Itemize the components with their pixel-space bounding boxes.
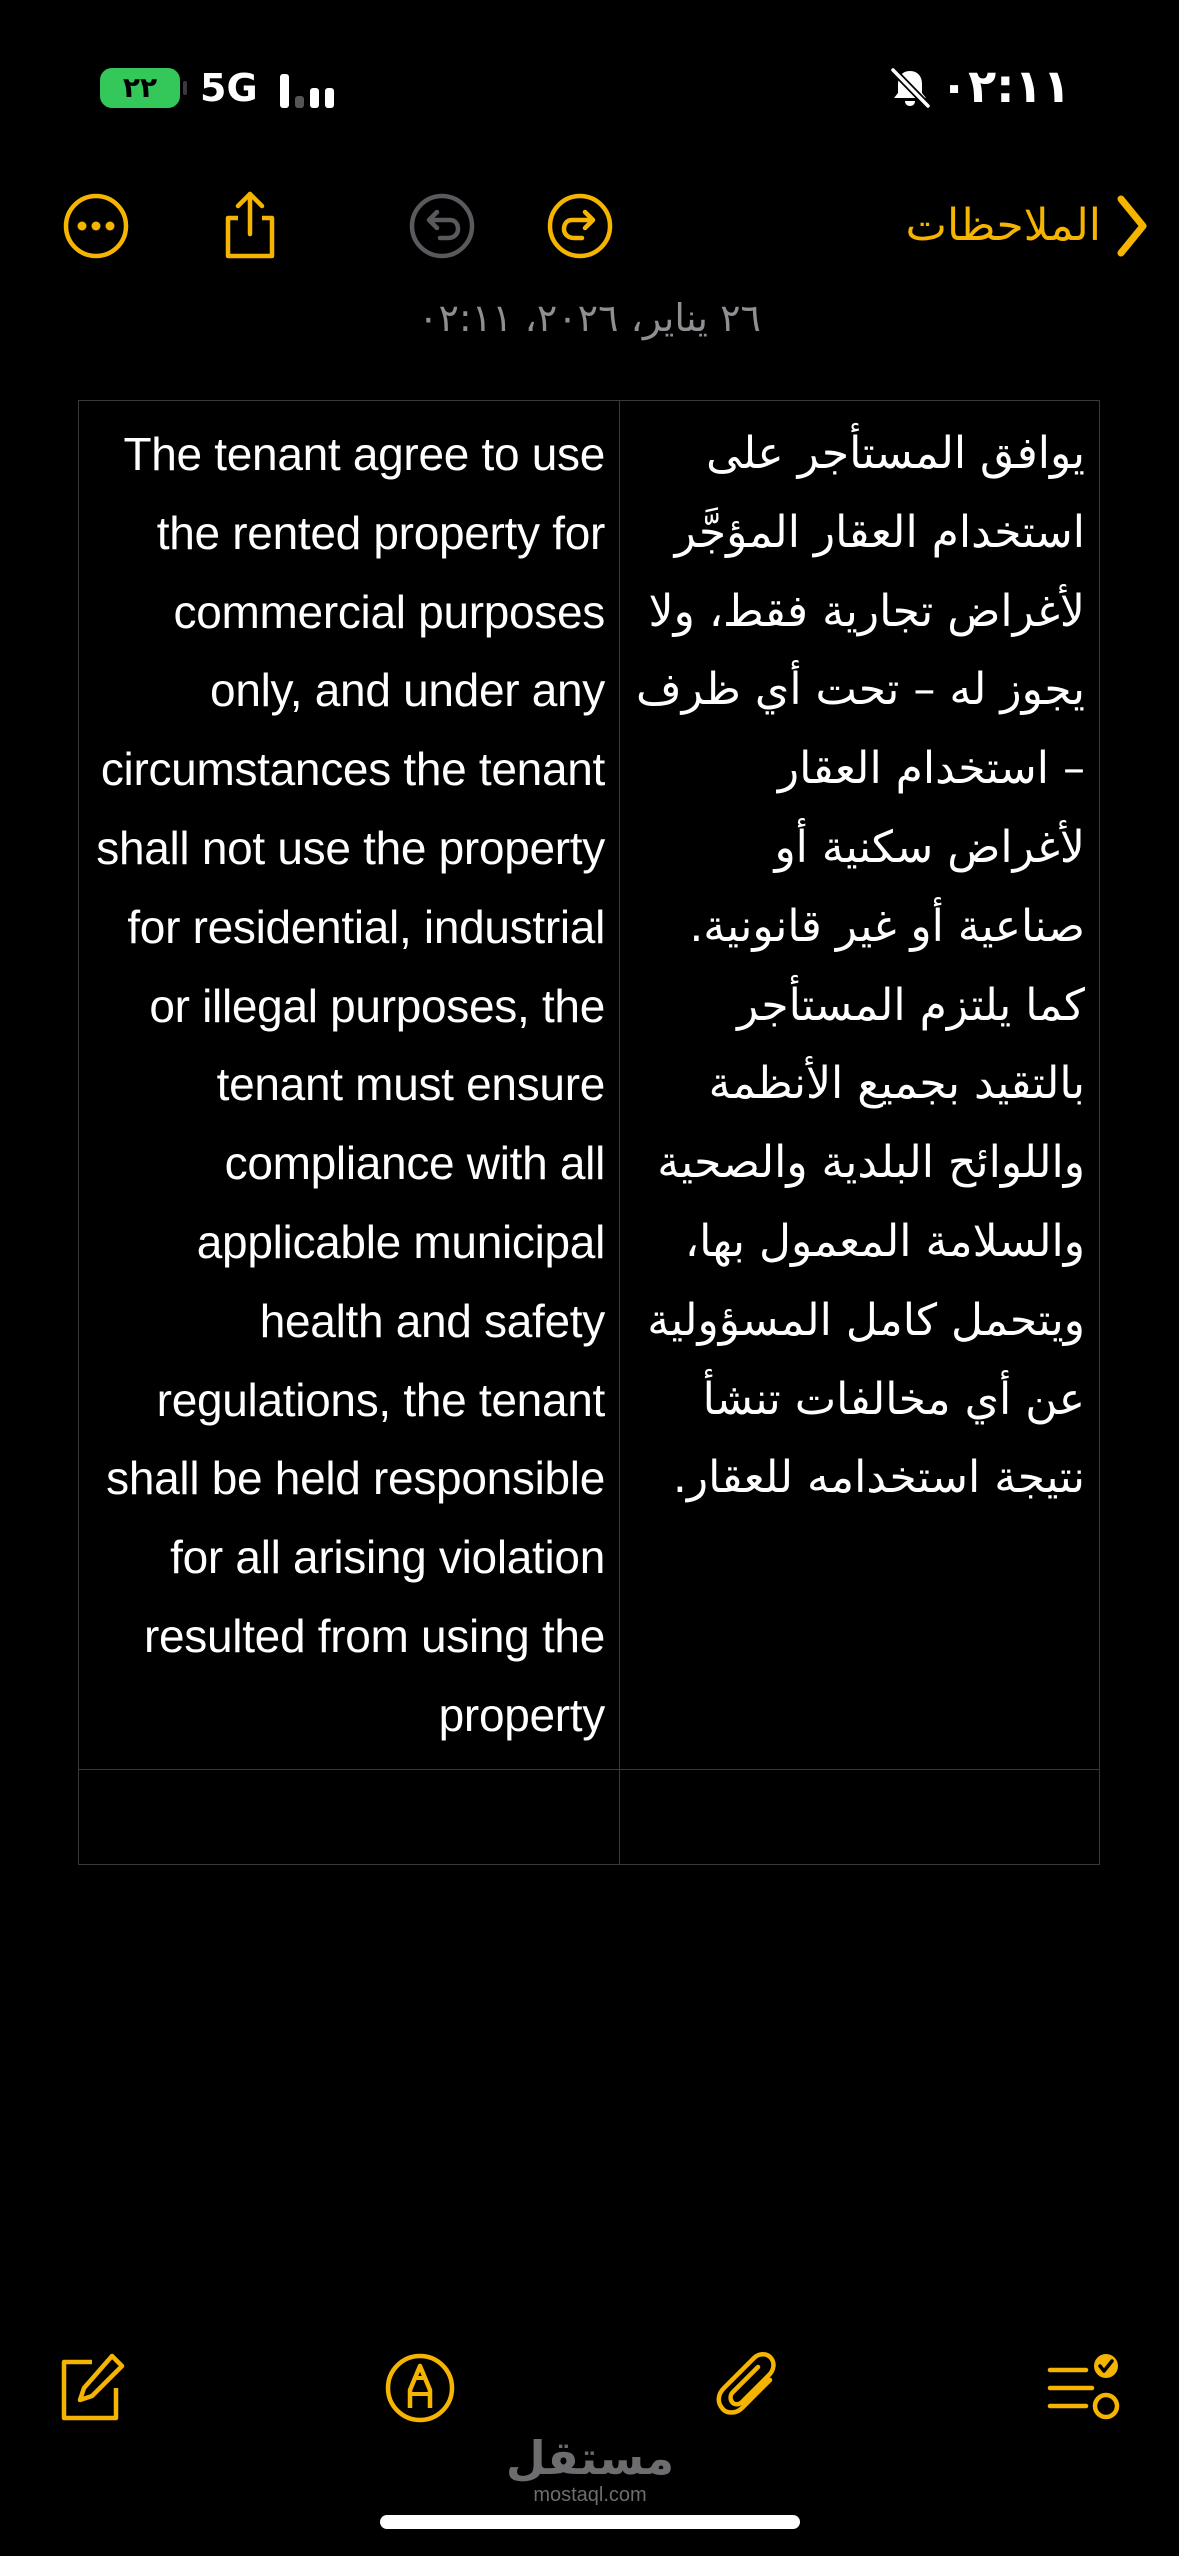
watermark-arabic: مستقل	[505, 2431, 675, 2485]
table-cell-english[interactable]: The tenant agree to use the rented property for commercial purposes only, and under any circumstances the tenant shall not use the property for residential, industrial or illegal purposes, the tenant must ensure compliance with all applicable municipal health and safety regulations, the tenant shall be held responsible for all arising violation resulted from using the property	[79, 401, 620, 1770]
status-time: ٠٢:١١	[940, 59, 1071, 113]
watermark	[440, 2432, 740, 2506]
more-icon[interactable]	[60, 190, 132, 262]
markup-icon[interactable]	[382, 2350, 458, 2426]
battery-level: ٢٢	[122, 71, 158, 104]
battery-icon	[100, 68, 180, 108]
chevron-left-icon	[1111, 193, 1151, 259]
undo-icon[interactable]	[406, 190, 478, 262]
compose-icon[interactable]	[52, 2350, 128, 2426]
status-bar	[0, 0, 1179, 170]
table-row	[79, 401, 1100, 1770]
bell-slash-icon	[888, 66, 932, 110]
table-row	[79, 1769, 1100, 1864]
table-cell-english[interactable]	[79, 1769, 620, 1864]
watermark-latin: mostaql.com	[533, 2484, 647, 2506]
table-cell-arabic[interactable]	[620, 1769, 1100, 1864]
table-cell-arabic[interactable]: يوافق المستأجر على استخدام العقار المؤجَّر لأغراض تجارية فقط، ولا يجوز له – تحت أي ظرف – استخدام العقار لأغراض سكنية أو صناعية أو غير قانونية. كما يلتزم المستأجر بالتقيد بجميع الأنظمة واللوائح البلدية والصحية والسلامة المعمول بها، ويتحمل كامل المسؤولية عن أي مخالفات تنشأ نتيجة استخدامه للعقار.	[620, 401, 1100, 1770]
note-date: ٢٦ يناير، ٢٠٢٦، ٠٢:١١	[418, 296, 761, 340]
back-button[interactable]	[906, 190, 1151, 262]
share-icon[interactable]	[214, 190, 286, 262]
attachment-icon[interactable]	[712, 2350, 788, 2426]
back-label: الملاحظات	[905, 200, 1101, 251]
redo-icon[interactable]	[544, 190, 616, 262]
home-indicator[interactable]	[380, 2515, 800, 2529]
network-type: 5G	[200, 66, 258, 110]
checklist-icon[interactable]	[1046, 2350, 1122, 2426]
note-table[interactable]	[78, 400, 1100, 1865]
signal-icon	[280, 70, 340, 108]
